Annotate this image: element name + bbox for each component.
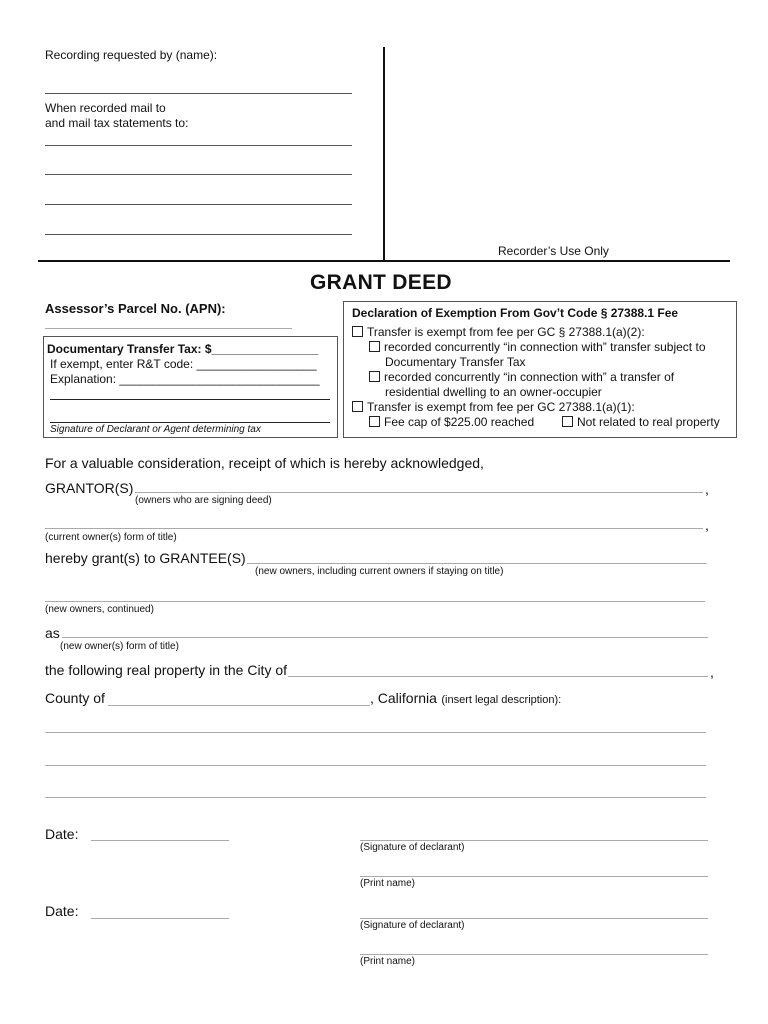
exemption-opt1b[interactable] (369, 370, 674, 384)
city-line[interactable] (288, 676, 708, 677)
grantees-line[interactable] (247, 563, 707, 564)
legal-desc-line-1[interactable] (45, 732, 706, 733)
exemption-opt2-label: Transfer is exempt from fee per GC 27388.1(a)(1): (367, 400, 635, 414)
grantees-cont-note: (new owners, continued) (45, 604, 154, 615)
header-divider (383, 47, 385, 260)
exemption-opt2b[interactable] (562, 415, 720, 429)
declarant-signature-line[interactable] (50, 422, 330, 423)
exemption-box (343, 301, 737, 438)
california-group (370, 690, 561, 708)
checkbox-icon[interactable] (352, 401, 363, 412)
date-line-1[interactable] (91, 840, 229, 841)
recorders-use-only: Recorder’s Use Only (498, 244, 609, 258)
new-form-of-title-note: (new owner(s) form of title) (60, 641, 179, 652)
recording-requested-line[interactable] (45, 93, 352, 94)
grantors-label: GRANTOR(S) (45, 480, 134, 496)
date-line-2[interactable] (91, 918, 229, 919)
header-rule (38, 260, 730, 262)
grant-to-label: hereby grant(s) to GRANTEE(S) (45, 550, 246, 566)
exemption-opt2[interactable] (352, 400, 635, 414)
recording-requested-label: Recording requested by (name): (45, 48, 218, 62)
exemption-opt2a[interactable] (369, 415, 534, 429)
county-line[interactable] (108, 705, 370, 706)
form-of-title-note: (current owner(s) form of title) (45, 532, 177, 543)
explanation-label: Explanation: ______________________________ (50, 372, 320, 386)
mail-address-line-1[interactable] (45, 145, 352, 146)
grantors-note: (owners who are signing deed) (135, 495, 272, 506)
exemption-heading: Declaration of Exemption From Gov’t Code § 27388.1 Fee (352, 306, 679, 320)
checkbox-icon[interactable] (562, 416, 573, 427)
mail-address-line-2[interactable] (45, 174, 352, 175)
checkbox-icon[interactable] (369, 416, 380, 427)
apn-line[interactable] (45, 328, 292, 329)
explanation-line-2[interactable] (50, 399, 330, 400)
when-recorded-label: When recorded mail to (45, 101, 166, 115)
page-title: GRANT DEED (310, 271, 452, 294)
grantors-comma: , (705, 481, 709, 497)
legal-desc-line-3[interactable] (45, 797, 706, 798)
exemption-opt1a[interactable] (369, 340, 706, 354)
exemption-opt1a-label: recorded concurrently “in connection with” transfer subject to (384, 340, 706, 354)
county-label: County of (45, 690, 105, 706)
signature-declarant-note-1: (Signature of declarant) (360, 842, 465, 853)
transfer-tax-box (43, 336, 338, 438)
california-text: , California (370, 690, 437, 706)
exemption-opt1-label: Transfer is exempt from fee per GC § 27388.1(a)(2): (367, 325, 645, 339)
print-name-note-1: (Print name) (360, 878, 416, 889)
signature-note: Signature of Declarant or Agent determining tax (50, 424, 261, 435)
checkbox-icon[interactable] (369, 341, 380, 352)
print-name-line-1[interactable] (360, 876, 708, 877)
mail-address-line-3[interactable] (45, 204, 352, 205)
legal-description-note: (insert legal description): (441, 694, 562, 706)
print-name-note-2: (Print name) (360, 956, 416, 967)
exemption-opt1a-cont: Documentary Transfer Tax (385, 355, 526, 369)
legal-desc-line-2[interactable] (45, 765, 706, 766)
checkbox-icon[interactable] (369, 371, 380, 382)
grantors-line[interactable] (135, 492, 703, 493)
signature-line-2[interactable] (360, 918, 708, 919)
exemption-opt2a-label: Fee cap of $225.00 reached (384, 415, 535, 429)
print-name-line-2[interactable] (360, 954, 708, 955)
signature-line-1[interactable] (360, 840, 708, 841)
date-label-2: Date: (45, 903, 79, 919)
transfer-tax-label: Documentary Transfer Tax: $________________ (47, 342, 319, 356)
exemption-opt1b-cont: residential dwelling to an owner-occupier (385, 385, 602, 399)
property-city-label: the following real property in the City of (45, 662, 288, 678)
exemption-opt1b-label: recorded concurrently “in connection with” a transfer of (384, 370, 675, 384)
new-form-of-title-line[interactable] (62, 637, 708, 638)
exempt-code-label: If exempt, enter R&T code: __________________ (50, 357, 317, 371)
as-label: as (45, 625, 60, 641)
exemption-opt1[interactable] (352, 325, 645, 339)
city-comma: , (710, 664, 714, 680)
checkbox-icon[interactable] (352, 326, 363, 337)
date-label-1: Date: (45, 826, 79, 842)
exemption-opt2b-label: Not related to real property (577, 415, 720, 429)
grantees-note: (new owners, including current owners if staying on title) (255, 566, 504, 577)
grantees-cont-line[interactable] (45, 601, 705, 602)
apn-label: Assessor’s Parcel No. (APN): (45, 301, 226, 316)
mail-address-line-4[interactable] (45, 234, 352, 235)
mail-tax-label: and mail tax statements to: (45, 116, 189, 130)
form-of-title-line[interactable] (45, 528, 703, 529)
form-of-title-comma: , (705, 517, 709, 533)
consideration-text: For a valuable consideration, receipt of which is hereby acknowledged, (45, 455, 484, 471)
signature-declarant-note-2: (Signature of declarant) (360, 920, 465, 931)
